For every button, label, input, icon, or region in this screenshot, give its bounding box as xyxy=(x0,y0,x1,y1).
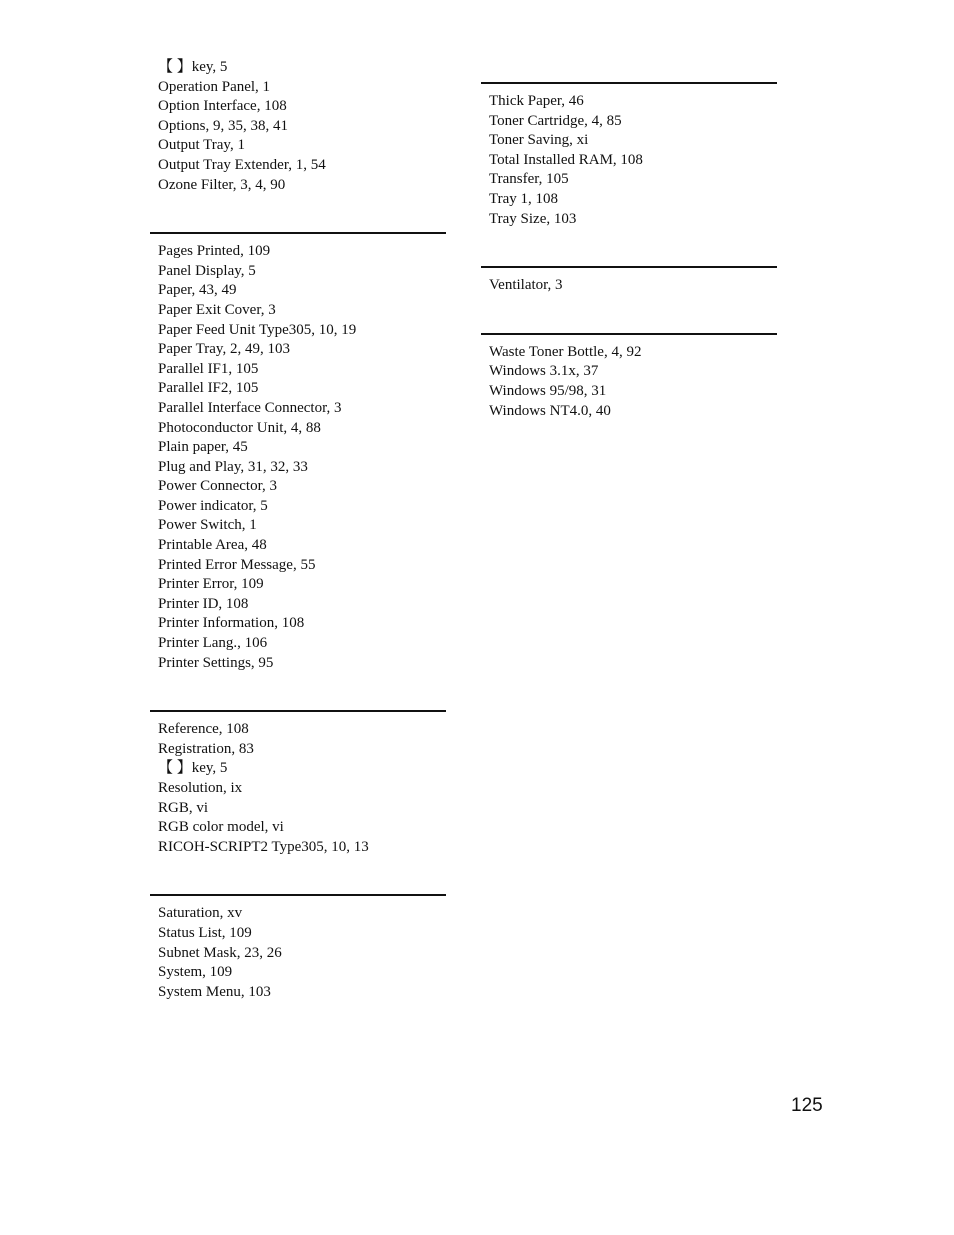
index-entry: Options, 9, 35, 38, 41 xyxy=(158,117,289,134)
index-entry: Transfer, 105 xyxy=(489,171,569,188)
index-entry: Total Installed RAM, 108 xyxy=(489,151,643,168)
index-entry: Paper Tray, 2, 49, 103 xyxy=(158,341,290,358)
index-entry: Option Interface, 108 xyxy=(158,98,287,115)
index-entry: Resolution, ix xyxy=(158,780,243,796)
index-entry: Parallel IF2, 105 xyxy=(158,380,259,397)
index-entry: Windows NT4.0, 40 xyxy=(489,402,611,419)
index-entry: Ventilator, 3 xyxy=(489,277,563,294)
index-entry: Tray 1, 108 xyxy=(489,190,559,207)
index-entry: Tray Size, 103 xyxy=(489,210,577,227)
index-entry: Printer Information, 108 xyxy=(158,615,305,632)
section-divider xyxy=(481,333,777,335)
index-entry: System, 109 xyxy=(158,964,233,981)
index-group-p xyxy=(150,232,446,673)
index-entry: Parallel Interface Connector, 3 xyxy=(158,399,342,416)
index-entry: Photoconductor Unit, 4, 88 xyxy=(158,419,321,436)
page-number: 125 xyxy=(791,1095,823,1116)
index-entry: Ozone Filter, 3, 4, 90 xyxy=(158,176,286,193)
index-entry: Power indicator, 5 xyxy=(158,497,268,514)
index-entry: Panel Display, 5 xyxy=(158,262,256,279)
index-entry: RGB, vi xyxy=(158,799,209,816)
index-entry: Printer ID, 108 xyxy=(158,595,249,612)
index-entry: Reference, 108 xyxy=(158,721,249,738)
section-divider xyxy=(481,82,777,84)
index-entry: RGB color model, vi xyxy=(158,819,284,836)
index-entry: Operation Panel, 1 xyxy=(158,78,271,95)
index-column-right xyxy=(481,82,777,421)
index-entry: Output Tray Extender, 1, 54 xyxy=(158,156,326,173)
index-entry: System Menu, 103 xyxy=(158,983,271,1000)
index-entries xyxy=(481,92,777,229)
index-group-o xyxy=(150,58,446,195)
index-entry: Waste Toner Bottle, 4, 92 xyxy=(489,343,642,360)
index-entries xyxy=(150,904,446,1002)
index-entry: Printed Error Message, 55 xyxy=(158,556,316,573)
index-entry: RICOH-SCRIPT2 Type305, 10, 13 xyxy=(158,838,369,855)
index-entry: Saturation, xv xyxy=(158,905,243,922)
index-entry: Paper Feed Unit Type305, 10, 19 xyxy=(158,321,357,338)
index-entries xyxy=(150,58,446,195)
index-entry: 【 】key, 5 xyxy=(158,59,228,75)
index-entry: Status List, 109 xyxy=(158,924,252,941)
index-entries xyxy=(150,242,446,673)
index-entry: Registration, 83 xyxy=(158,740,254,757)
index-entry: Printer Error, 109 xyxy=(158,576,264,593)
index-entry: Power Connector, 3 xyxy=(158,478,277,495)
index-entry: Power Switch, 1 xyxy=(158,517,257,534)
index-entry: 【 】key, 5 xyxy=(158,760,228,777)
index-entries xyxy=(481,276,777,296)
index-entry: Printer Lang., 106 xyxy=(158,635,268,652)
index-entry: Paper Exit Cover, 3 xyxy=(158,301,276,318)
index-entry: Parallel IF1, 105 xyxy=(158,360,259,377)
index-column-left xyxy=(150,58,446,1002)
index-entry: Windows 3.1x, 37 xyxy=(489,363,599,380)
index-entry: Printer Settings, 95 xyxy=(158,654,274,671)
section-divider xyxy=(150,894,446,896)
index-entry: Thick Paper, 46 xyxy=(489,93,584,109)
index-entries xyxy=(481,343,777,421)
index-entries xyxy=(150,720,446,857)
index-group-v xyxy=(481,266,777,296)
index-entry: Plug and Play, 31, 32, 33 xyxy=(158,458,308,475)
section-divider xyxy=(150,710,446,712)
index-group-r xyxy=(150,710,446,857)
index-entry: Pages Printed, 109 xyxy=(158,243,271,260)
section-divider xyxy=(150,232,446,234)
index-group-s xyxy=(150,894,446,1002)
index-entry: Plain paper, 45 xyxy=(158,439,248,456)
index-entry: Subnet Mask, 23, 26 xyxy=(158,944,282,961)
index-entry: Toner Cartridge, 4, 85 xyxy=(489,112,622,129)
index-entry: Toner Saving, xi xyxy=(489,132,589,149)
index-group-t xyxy=(481,82,777,229)
index-entry: Printable Area, 48 xyxy=(158,537,267,554)
index-entry: Output Tray, 1 xyxy=(158,137,245,154)
index-entry: Paper, 43, 49 xyxy=(158,282,237,299)
index-entry: Windows 95/98, 31 xyxy=(489,382,607,399)
index-group-w xyxy=(481,333,777,421)
section-divider xyxy=(481,266,777,268)
